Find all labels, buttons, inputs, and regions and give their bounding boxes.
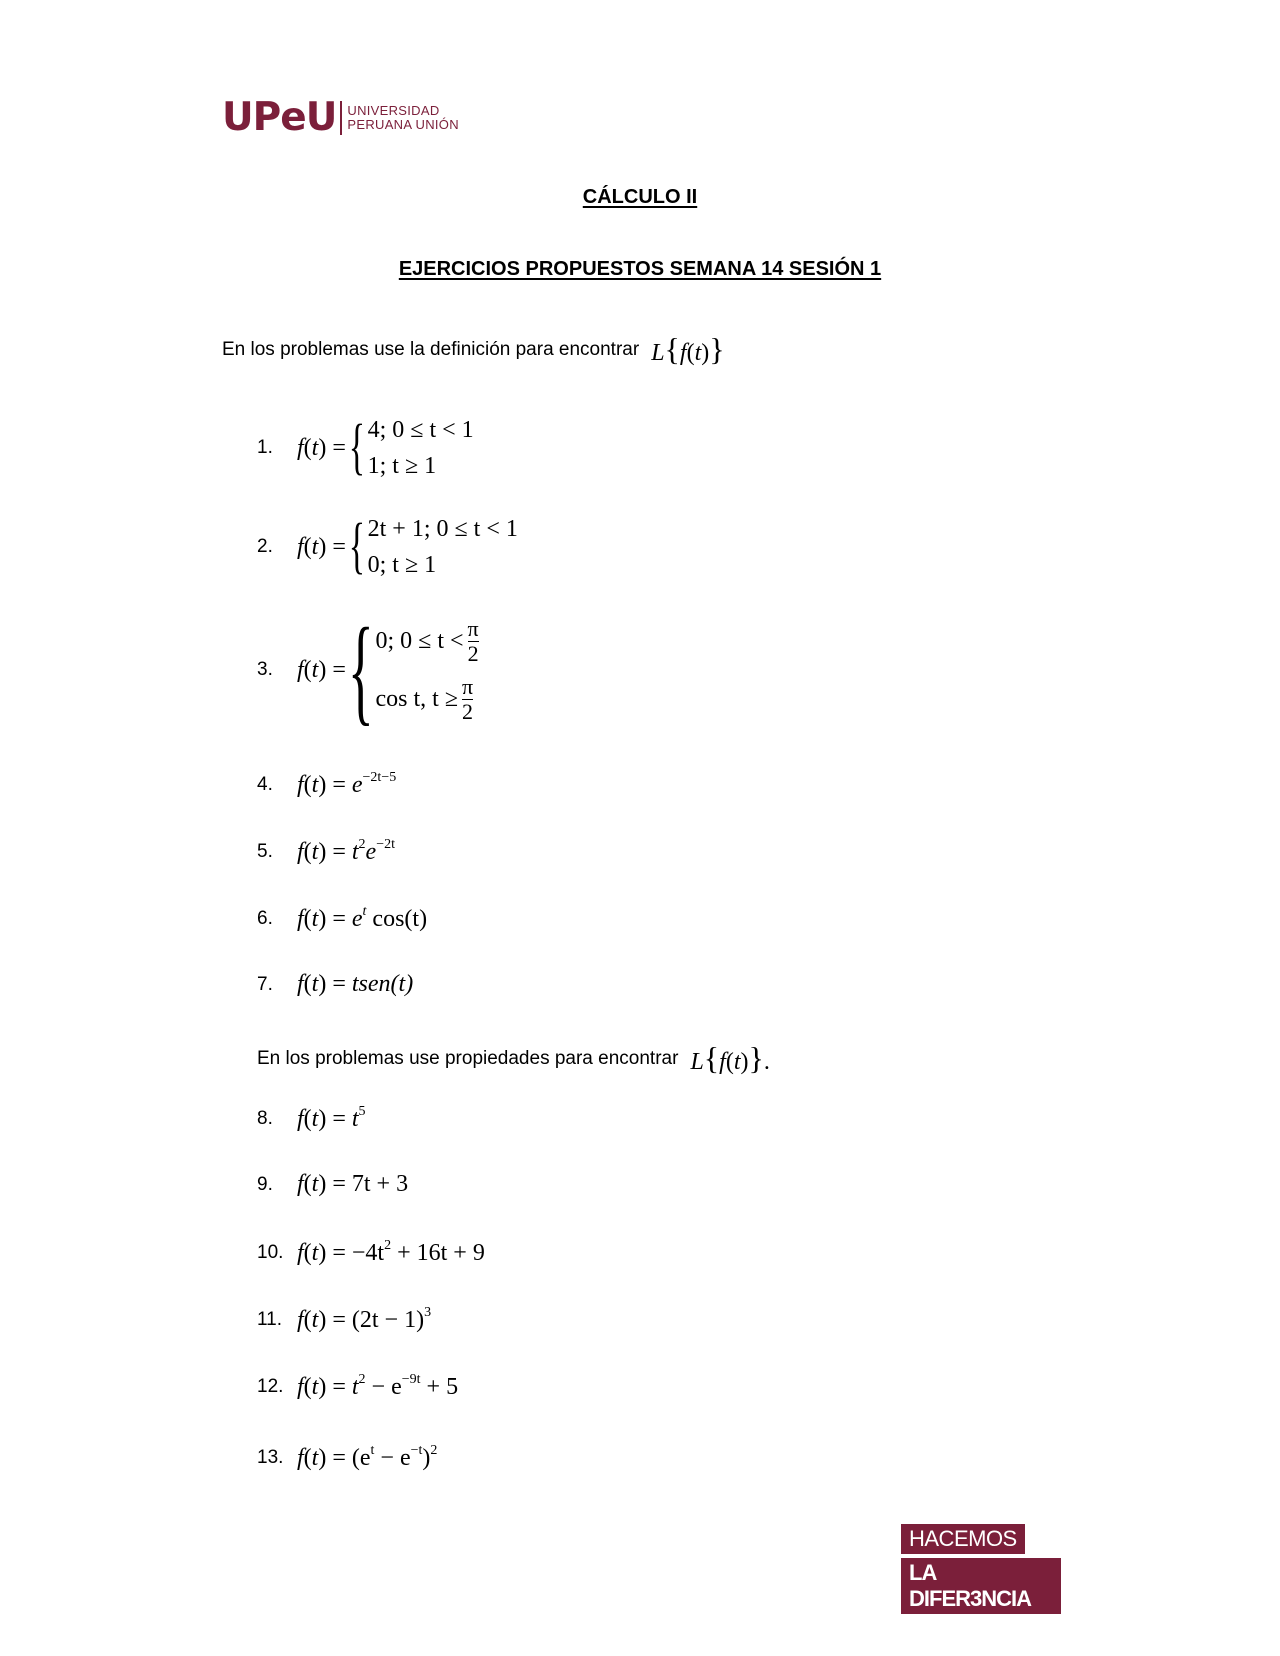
upeu-logo (222, 95, 459, 140)
exercise-9: 9. f(t) = 7t + 3 (257, 1171, 409, 1197)
exercise-number: 6. (257, 907, 273, 929)
logo-line2: PERUANA UNIÓN (347, 116, 459, 132)
exercise-3: 3. f(t) = { 0; 0 ≤ t < $\frac{\pi}{2}$ cos t, t ≥ $\frac{\pi}{2}$ (257, 603, 479, 736)
laplace-notation: L{f(t)}. (690, 1040, 770, 1076)
exercise-4: 4. $f(t) = e^{-2t-5}$ (257, 770, 397, 798)
intro-properties (257, 1040, 770, 1077)
exercise-number: 4. (257, 773, 273, 795)
left-brace: { (348, 512, 365, 581)
case-1: 0; 0 ≤ t < $\frac{\pi}{2}$ (375, 615, 479, 666)
laplace-notation: L{f(t)} (651, 331, 725, 367)
exercise-5: 5. $f(t) = t^2e^{-2t}$ (257, 837, 395, 865)
exercise-number: 3. (257, 659, 273, 680)
exercise-13: 13. $f(t) = (e^t - e^{-t})^2$ (257, 1443, 438, 1471)
exercise-number: 7. (257, 973, 273, 995)
exercise-number: 2. (257, 536, 273, 557)
exercise-12: 12. $f(t) = t^2 - e^{-9t} + 5$ (257, 1372, 459, 1400)
exercise-number: 5. (257, 840, 273, 862)
pi-over-two: $\frac{\pi}{2}$ (467, 615, 479, 666)
exercise-8: 8. $f(t) = t^5$ (257, 1104, 366, 1132)
intro-properties-text: En los problemas use propiedades para encontrar (257, 1047, 679, 1069)
exercise-2: 2. f(t) = { 2t + 1; 0 ≤ t < 1 0; t ≥ 1 (257, 511, 518, 583)
case-1: 4; 0 ≤ t < 1 (367, 417, 474, 443)
exercise-10: 10. $f(t) = -4t^2 + 16t + 9$ (257, 1238, 485, 1266)
exercise-number: 1. (257, 437, 273, 458)
piecewise-cases (375, 612, 478, 728)
logo-text (347, 104, 459, 132)
logo-divider (340, 101, 342, 135)
exercise-number: 10. (257, 1241, 284, 1263)
case-1: 2t + 1; 0 ≤ t < 1 (367, 516, 518, 542)
exercise-11: 11. $f(t) = (2t - 1)^3$ (257, 1305, 432, 1333)
hacemos-la-diferencia-badge (901, 1524, 1061, 1614)
exercise-number: 12. (257, 1375, 284, 1397)
logo-mark: UPeU (222, 95, 337, 140)
badge-line1: HACEMOS (901, 1524, 1025, 1554)
logo-line1: UNIVERSIDAD (347, 102, 440, 118)
course-title: CÁLCULO II (582, 186, 698, 208)
intro-definition (222, 331, 725, 368)
exercise-number: 8. (257, 1107, 273, 1129)
exercise-6: 6. $f(t) = e^t$ cos(t) (257, 904, 428, 932)
exercise-number: 9. (257, 1173, 273, 1195)
pi-over-two: $\frac{\pi}{2}$ (461, 673, 474, 724)
exercise-number: 11. (257, 1308, 283, 1330)
left-brace: { (348, 413, 365, 482)
exercise-subtitle: EJERCICIOS PROPUESTOS SEMANA 14 SESIÓN 1 (398, 258, 882, 280)
piecewise-cases (368, 511, 518, 583)
case-2: 0; t ≥ 1 (367, 552, 437, 578)
exercise-7: 7. f(t) = tsen(t) (257, 971, 414, 997)
case-2: cos t, t ≥ $\frac{\pi}{2}$ (375, 673, 474, 724)
exercise-number: 13. (257, 1446, 284, 1468)
intro-definition-text: En los problemas use la definición para encontrar (222, 338, 640, 360)
case-2: 1; t ≥ 1 (367, 453, 437, 479)
piecewise-cases (368, 412, 474, 484)
left-brace: { (347, 603, 374, 736)
badge-line2: LA DIFER3NCIA (901, 1558, 1061, 1614)
exercise-1: 1. f(t) = { 4; 0 ≤ t < 1 1; t ≥ 1 (257, 412, 474, 484)
